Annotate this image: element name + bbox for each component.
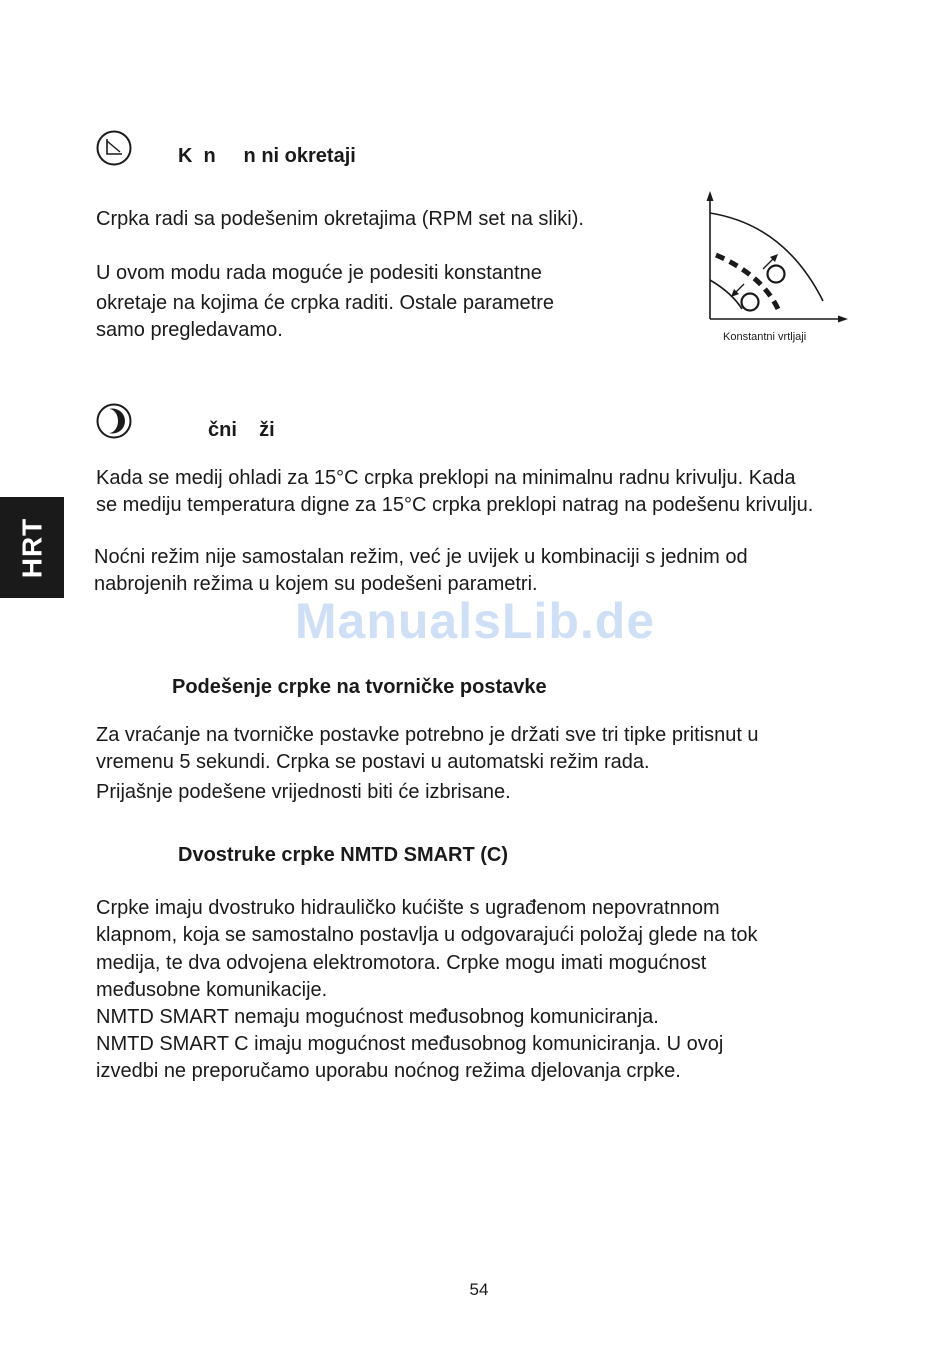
- paragraph-line: nabrojenih režima u kojem su podešeni parametri.: [94, 573, 538, 595]
- language-tab-label: HRT: [15, 517, 47, 578]
- section-heading-twin: Dvostruke crpke NMTD SMART (C): [178, 844, 509, 866]
- paragraph-line: NMTD SMART C imaju mogućnost međusobnog komuniciranja. U ovoj: [96, 1033, 724, 1055]
- constant-speed-icon: [96, 130, 132, 166]
- paragraph-line: Za vraćanje na tvorničke postavke potrebno je držati sve tri tipke pritisnut u: [96, 724, 759, 746]
- paragraph-line: NMTD SMART nemaju mogućnost međusobnog komuniciranja.: [96, 1006, 659, 1028]
- constant-speed-diagram: [690, 185, 860, 350]
- paragraph-line: Crpke imaju dvostruko hidrauličko kućište s ugrađenom nepovratnnom: [96, 897, 720, 919]
- language-tab: [0, 497, 64, 598]
- paragraph-line: Prijašnje podešene vrijednosti biti će izbrisane.: [96, 781, 511, 803]
- paragraph-line: izvedbi ne preporučamo uporabu noćnog režima djelovanja crpke.: [96, 1060, 681, 1082]
- section-heading-night: čni ži: [208, 419, 275, 441]
- paragraph-line: medija, te dva odvojena elektromotora. Crpke mogu imati mogućnost: [96, 952, 707, 974]
- page-number: 54: [469, 1280, 489, 1299]
- paragraph-line: U ovom modu rada moguće je podesiti konstantne: [96, 262, 542, 284]
- watermark: ManualsLib.de: [294, 593, 656, 649]
- paragraph-line: vremenu 5 sekundi. Crpka se postavi u automatski režim rada.: [96, 751, 650, 773]
- section-heading-reset: Podešenje crpke na tvorničke postavke: [172, 676, 547, 698]
- paragraph-line: okretaje na kojima će crpka raditi. Ostale parametre: [96, 292, 554, 314]
- paragraph-line: klapnom, koja se samostalno postavlja u odgovarajući položaj glede na tok: [96, 924, 758, 946]
- moon-icon: [96, 403, 132, 439]
- paragraph-line: samo pregledavamo.: [96, 319, 283, 341]
- diagram-caption: Konstantni vrtljaji: [723, 331, 807, 343]
- paragraph-line: Noćni režim nije samostalan režim, već je uvijek u kombinaciji s jednim od: [94, 546, 748, 568]
- paragraph-line: se mediju temperatura digne za 15°C crpka preklopi natrag na podešenu krivulju.: [96, 494, 814, 516]
- section-heading-constant: K n n ni okretaji: [178, 145, 356, 167]
- paragraph-line: međusobne komunikacije.: [96, 979, 328, 1001]
- paragraph-line: Kada se medij ohladi za 15°C crpka preklopi na minimalnu radnu krivulju. Kada: [96, 467, 796, 489]
- paragraph: Crpka radi sa podešenim okretajima (RPM set na sliki).: [96, 208, 584, 230]
